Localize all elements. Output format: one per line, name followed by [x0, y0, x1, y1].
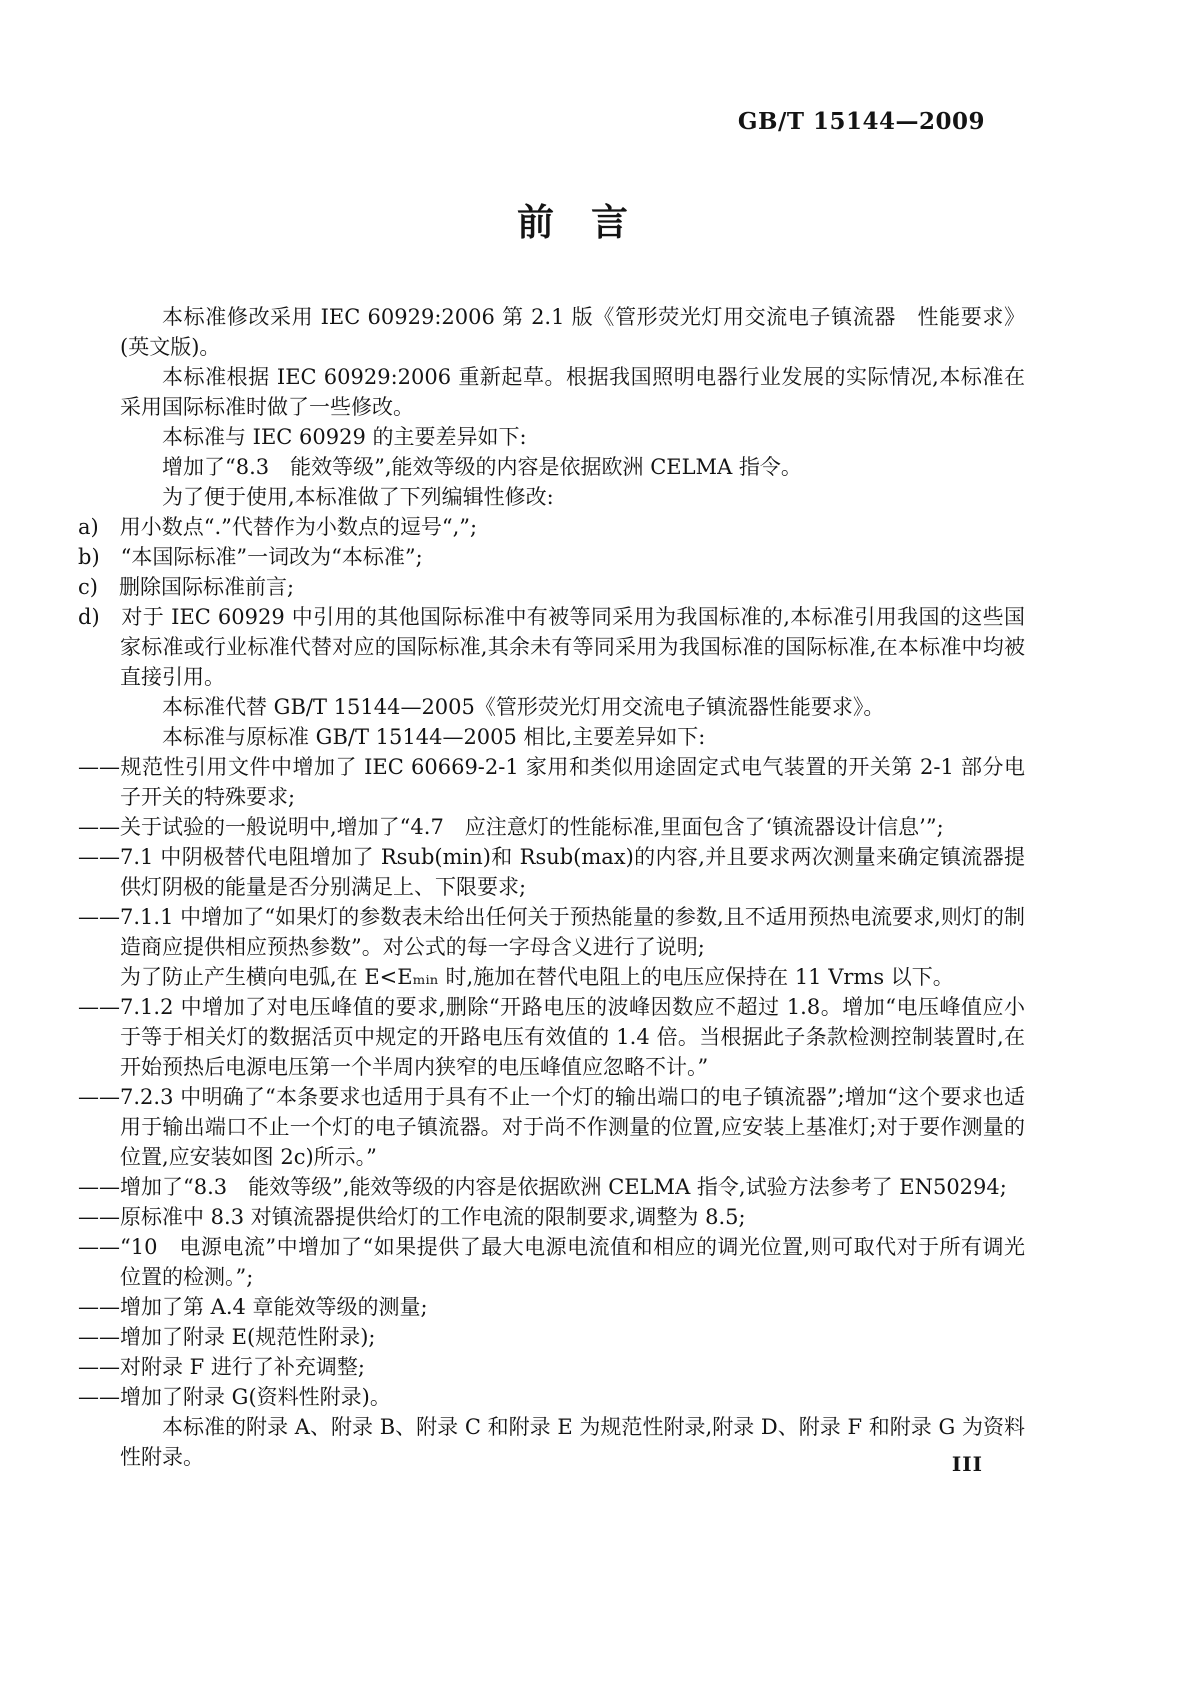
continuation-paragraph: 为了防止产生横向电弧,在 E<Eₘᵢₙ 时,施加在替代电阻上的电压应保持在 11 Vrms 以下。: [120, 965, 954, 989]
document-body: [78, 302, 1025, 1472]
dash-item: ——原标准中 8.3 对镇流器提供给灯的工作电流的限制要求,调整为 8.5;: [78, 1205, 746, 1229]
dash-item: ——规范性引用文件中增加了 IEC 60669-2-1 家用和类似用途固定式电气装置的开关第 2-1 部分电子开关的特殊要求;: [78, 755, 1025, 809]
list-item: b) “本国际标准”一词改为“本标准”;: [78, 545, 423, 569]
dash-item: ——7.1.1 中增加了“如果灯的参数表未给出任何关于预热能量的参数,且不适用预热电流要求,则灯的制造商应提供相应预热参数”。对公式的每一字母含义进行了说明;: [78, 905, 1025, 959]
paragraph: 增加了“8.3 能效等级”,能效等级的内容是依据欧洲 CELMA 指令。: [162, 455, 802, 479]
list-item: a) 用小数点“.”代替作为小数点的逗号“,”;: [78, 515, 478, 539]
paragraph: 本标准与 IEC 60929 的主要差异如下:: [162, 425, 527, 449]
page-title: 前 言: [517, 200, 628, 244]
page-number: III: [951, 1452, 983, 1476]
dash-item: ——关于试验的一般说明中,增加了“4.7 应注意灯的性能标准,里面包含了‘镇流器设计信息’”;: [78, 815, 944, 839]
list-item: d) 对于 IEC 60929 中引用的其他国际标准中有被等同采用为我国标准的,本标准引用我国的这些国家标准或行业标准代替对应的国际标准,其余未有等同采用为我国标准的国际标准,在本标准中均被直接引用。: [78, 605, 1025, 689]
dash-item: ——7.1.2 中增加了对电压峰值的要求,删除“开路电压的波峰因数应不超过 1.8。增加“电压峰值应小于等于相关灯的数据活页中规定的开路电压有效值的 1.4 倍。当根据此子条款检测控制装置时,在开始预热后电源电压第一个半周内狭窄的电压峰值应忽略不计。”: [78, 995, 1025, 1079]
paragraph: 为了便于使用,本标准做了下列编辑性修改:: [162, 485, 554, 509]
doc-number: GB/T 15144—2009: [737, 108, 985, 135]
paragraph: 本标准与原标准 GB/T 15144—2005 相比,主要差异如下:: [162, 725, 706, 749]
dash-item: ——增加了第 A.4 章能效等级的测量;: [78, 1295, 428, 1319]
dash-item: ——7.1 中阴极替代电阻增加了 Rsub(min)和 Rsub(max)的内容,并且要求两次测量来确定镇流器提供灯阴极的能量是否分别满足上、下限要求;: [78, 845, 1025, 899]
dash-item: ——增加了附录 G(资料性附录)。: [78, 1385, 391, 1409]
paragraph: 本标准代替 GB/T 15144—2005《管形荧光灯用交流电子镇流器性能要求》。: [162, 695, 885, 719]
dash-item: ——“10 电源电流”中增加了“如果提供了最大电源电流值和相应的调光位置,则可取代对于所有调光位置的检测。”;: [78, 1235, 1025, 1289]
dash-item: ——增加了“8.3 能效等级”,能效等级的内容是依据欧洲 CELMA 指令,试验方法参考了 EN50294;: [78, 1175, 1007, 1199]
dash-item: ——对附录 F 进行了补充调整;: [78, 1355, 365, 1379]
list-item: c) 删除国际标准前言;: [78, 575, 295, 599]
dash-item: ——7.2.3 中明确了“本条要求也适用于具有不止一个灯的输出端口的电子镇流器”;增加“这个要求也适用于输出端口不止一个灯的电子镇流器。对于尚不作测量的位置,应安装上基准灯;对于要作测量的位置,应安装如图 2c)所示。”: [78, 1085, 1025, 1169]
dash-item: ——增加了附录 E(规范性附录);: [78, 1325, 376, 1349]
paragraph: 本标准的附录 A、附录 B、附录 C 和附录 E 为规范性附录,附录 D、附录 F 和附录 G 为资料性附录。: [120, 1415, 1025, 1469]
paragraph: 本标准根据 IEC 60929:2006 重新起草。根据我国照明电器行业发展的实际情况,本标准在采用国际标准时做了一些修改。: [120, 365, 1025, 419]
paragraph: 本标准修改采用 IEC 60929:2006 第 2.1 版《管形荧光灯用交流电子镇流器 性能要求》(英文版)。: [120, 305, 1025, 359]
